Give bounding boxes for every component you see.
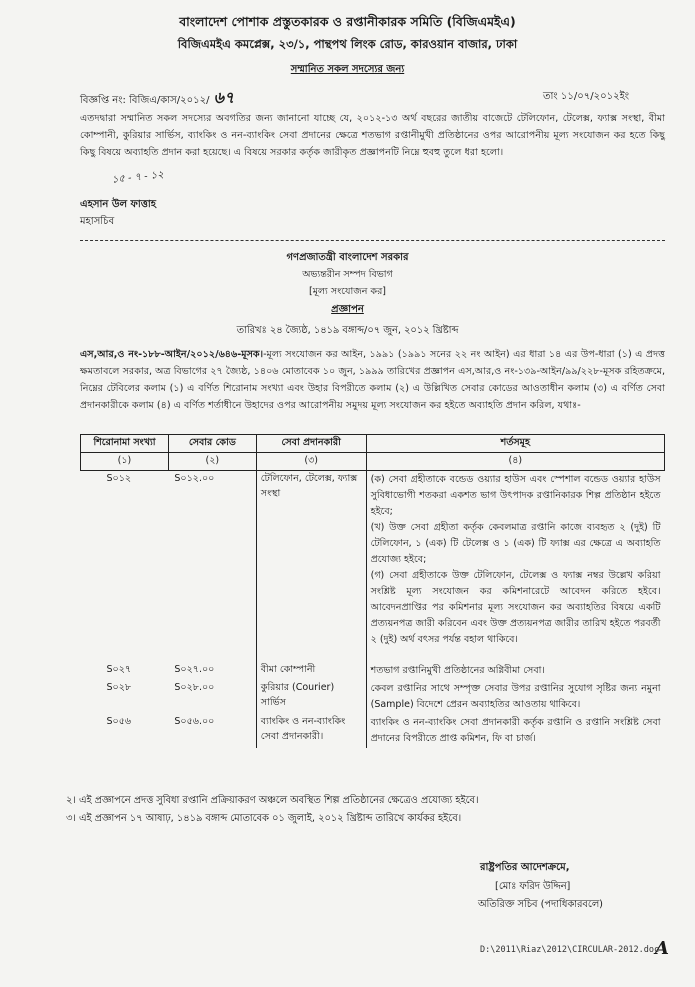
table-row — [81, 649, 665, 680]
service-code: S০৫৬.০০ — [174, 716, 215, 727]
order-signer-name: [মোঃ ফরিদ উদ্দিন] — [495, 881, 571, 892]
notification-heading: প্রজ্ঞাপন — [331, 304, 364, 315]
service-provider: ব্যাংকিং ও নন-ব্যাংকিং সেবা প্রদানকারী। — [256, 714, 366, 748]
exemption-table — [80, 434, 665, 748]
file-path: D:\2011\Riaz\2012\CIRCULAR-2012.doc — [480, 945, 660, 955]
government-name: গণপ্রজাতন্ত্রী বাংলাদেশ সরকার — [286, 252, 409, 263]
signer-name: এহসান উল ফাত্তাহ — [80, 199, 157, 210]
note-paragraph-3: ৩। এই প্রজ্ঞাপন ১৭ আষাঢ়, ১৪১৯ বঙ্গাব্দ মোতাবেক ০১ জুলাই, ২০১২ খ্রিষ্টাব্দ তারিখে কার্যকর হইবে। — [66, 813, 462, 824]
signer-title: মহাসচিব — [80, 216, 115, 227]
condition-item: ব্যাংকিং ও নন-ব্যাংকিং সেবা প্রদানকারী কর্তৃক রপ্তানি ও রপ্তানি সংশ্লিষ্ট সেবা প্রদানের বিপরীতে প্রাপ্ত কমিশন, ফি বা চার্জ। — [370, 717, 661, 744]
column-header: সেবার কোড — [168, 435, 256, 453]
circular-body: এতদদ্বারা সম্মানিত সকল সদস্যের অবগতির জন্য জানানো যাচ্ছে যে, ২০১২-১৩ অর্থ বছরের জাতীয় বাজেটে টেলিফোন, টেলেক্স, ফ্যাক্স সংস্থা, বীমা কোম্পানী, কুরিয়ার সার্ভিস, ব্যাংকিং ও নন-ব্যাংকিং সেবা প্রদানের ক্ষেত্রে শতভাগ রপ্তানীমুখী প্রতিষ্ঠানের ওপর আরোপনীয় মূল্য সংযোজন কর হতে কিছু কিছু বিষয়ে অব্যাহতি প্রদান করা হয়েছে। এ বিষয়ে সরকার কর্তৃক জারীকৃত প্রজ্ঞাপনটি নিম্নে হুবহু তুলে ধরা হলো। — [80, 113, 665, 158]
service-code: S০২৭.০০ — [174, 664, 215, 675]
column-number-row — [81, 453, 665, 471]
service-code: S০২৮.০০ — [174, 682, 215, 693]
section-divider — [80, 240, 665, 241]
order-signer-title: অতিরিক্ত সচিব (পদাধিকারবলে) — [478, 899, 603, 910]
division-name: অভ্যন্তরীন সম্পদ বিভাগ — [302, 269, 393, 280]
condition-item: শতভাগ রপ্তানিমুখী প্রতিষ্ঠানের অগ্নিবীমা সেবা। — [370, 665, 545, 676]
column-header: সেবা প্রদানকারী — [256, 435, 366, 453]
service-provider: টেলিফোন, টেলেক্স, ফ্যাক্স সংস্থা — [256, 471, 366, 650]
table-row — [81, 714, 665, 748]
service-provider: বীমা কোম্পানী — [256, 649, 366, 680]
condition-item: (গ) সেবা গ্রহীতাকে উক্ত টেলিফোন, টেলেক্স ও ফ্যাক্স নম্বর উল্লেখ করিয়া সংশ্লিষ্ট মূল্য সংযোজন কর কমিশনারেটে আবেদন করিতে হইবে। আবেদনপ্রাপ্তির পর কমিশনার মূল্য সংযোজন কর অব্যাহতির বিষয়ে একটি প্রত্যয়নপত্র জারী করিবেন এবং উক্ত প্রত্যয়নপত্র জারীর তারিখ হইতে পরবর্তী ২ (দুই) অর্থ বৎসর পর্যন্ত বহাল থাকিবে। — [370, 570, 661, 645]
heading-number: S০১২ — [106, 473, 132, 484]
column-number: (২) — [168, 453, 256, 471]
column-header: শিরোনামা সংখ্যা — [81, 435, 169, 453]
reference-number-text: বিজ্ঞপ্তি নং: বিজিএ/কাস/২০১২/ — [80, 95, 210, 106]
section-name: [মূল্য সংযোজন কর] — [308, 286, 386, 297]
circular-date: তাং ১১/০৭/২০১২ইং — [543, 91, 630, 102]
notification-body-text: -মূল্য সংযোজন কর আইন, ১৯৯১ (১৯৯১ সনের ২২ নং আইন) এর ধারা ১৪ এর উপ-ধারা (১) এ প্রদত্ত ক্ষমতাবলে সরকার, অত্র বিভাগের ২৭ জ্যৈষ্ঠ, ১৪০৬ মোতাবেক ১০ জুন, ১৯৯৯ তারিখের প্রজ্ঞাপন এস,আর,ও নং-১৩৯-আইন/৯৯/২২৮-মূসক রহিতক্রমে, নিম্নের টেবিলের কলাম (১) এ বর্ণিত শিরোনাম সংখ্যা এবং উহার বিপরীতে কলাম (২) এ উল্লিখিত সেবার কোডের আওতাধীন কলাম (৩) এ বর্ণিত সেবা প্রদানকারীকে কলাম (৪) এ বর্ণিত শর্তাধীনে উহাদের ওপর আরোপনীয় সমুদয় মূল্য সংযোজন কর হইতে অব্যাহতি প্রদান করিল, যথাঃ- — [80, 349, 665, 411]
organization-name: বাংলাদেশ পোশাক প্রস্তুতকারক ও রপ্তানীকারক সমিতি (বিজিএমইএ) — [179, 14, 516, 29]
condition-item: (ক) সেবা গ্রহীতাকে বন্ডেড ওয়্যার হাউস এবং স্পেশাল বন্ডেড ওয়্যার হাউস সুবিধাভোগী শতকরা একশত ভাগ উৎপাদক রপ্তানিকারক শিল্প প্রতিষ্ঠান হইতে হইবে; — [370, 474, 661, 517]
organization-address: বিজিএমইএ কমপ্লেক্স, ২৩/১, পান্থপথ লিংক রোড, কারওয়ান বাজার, ঢাকা — [177, 37, 518, 51]
notification-body — [80, 346, 665, 414]
presidential-order: রাষ্ট্রপতির আদেশক্রমে, — [480, 862, 570, 873]
conditions-cell — [366, 714, 664, 748]
sro-number: এস,আর,ও নং-১৮৮-আইন/২০১২/৬৪৬-মূসক। — [80, 349, 264, 360]
conditions-cell — [366, 649, 664, 680]
column-number: (৩) — [256, 453, 366, 471]
service-provider: কুরিয়ার (Courier) সার্ভিস — [256, 680, 366, 714]
table-header-row — [81, 435, 665, 453]
condition-item: কেবল রপ্তানির সাথে সম্পৃক্ত সেবার উপর রপ্তানির সুযোগ সৃষ্টির জন্য নমুনা (Sample) বিদেশে প্রেরন অব্যাহতির আওতায় থাকিবে। — [370, 683, 661, 710]
table-row — [81, 471, 665, 650]
condition-item: (খ) উক্ত সেবা গ্রহীতা কর্তৃক কেবলমাত্র রপ্তানি কাজে ব্যবহৃত ২ (দুই) টি টেলিফোন, ১ (এক) টি টেলেক্স ও ১ (এক) টি ফ্যাক্স এর ক্ষেত্রে এ অব্যাহতি প্রযোজ্য হইবে; — [370, 522, 661, 565]
heading-number: S০২৭ — [106, 664, 132, 675]
table-row — [81, 680, 665, 714]
conditions-cell — [366, 680, 664, 714]
notification-date: তারিখঃ ২৪ জ্যৈষ্ঠ, ১৪১৯ বঙ্গাব্দ/০৭ জুন, ২০১২ খ্রিষ্টাব্দ — [236, 325, 459, 336]
reference-handwritten: ৬৭ — [213, 88, 235, 107]
column-number: (৪) — [366, 453, 664, 471]
column-number: (১) — [81, 453, 169, 471]
reference-number — [80, 85, 234, 112]
conditions-cell — [366, 471, 664, 650]
note-paragraph-2: ২। এই প্রজ্ঞাপনে প্রদত্ত সুবিধা রপ্তানি প্রক্রিয়াকরণ অঞ্চলে অবস্থিত শিল্প প্রতিষ্ঠানের ক্ষেত্রেও প্রযোজ্য হইবে। — [66, 795, 479, 806]
audience-line: সম্মানিত সকল সদস্যের জন্য — [290, 64, 405, 75]
column-header: শর্তসমূহ — [366, 435, 664, 453]
service-code: S০১২.০০ — [174, 473, 215, 484]
heading-number: S০২৮ — [106, 682, 132, 693]
handwritten-note: ১৫ - ৭ - ১২ — [111, 169, 165, 186]
handwritten-mark: A — [655, 938, 669, 959]
heading-number: S০৫৬ — [106, 716, 132, 727]
